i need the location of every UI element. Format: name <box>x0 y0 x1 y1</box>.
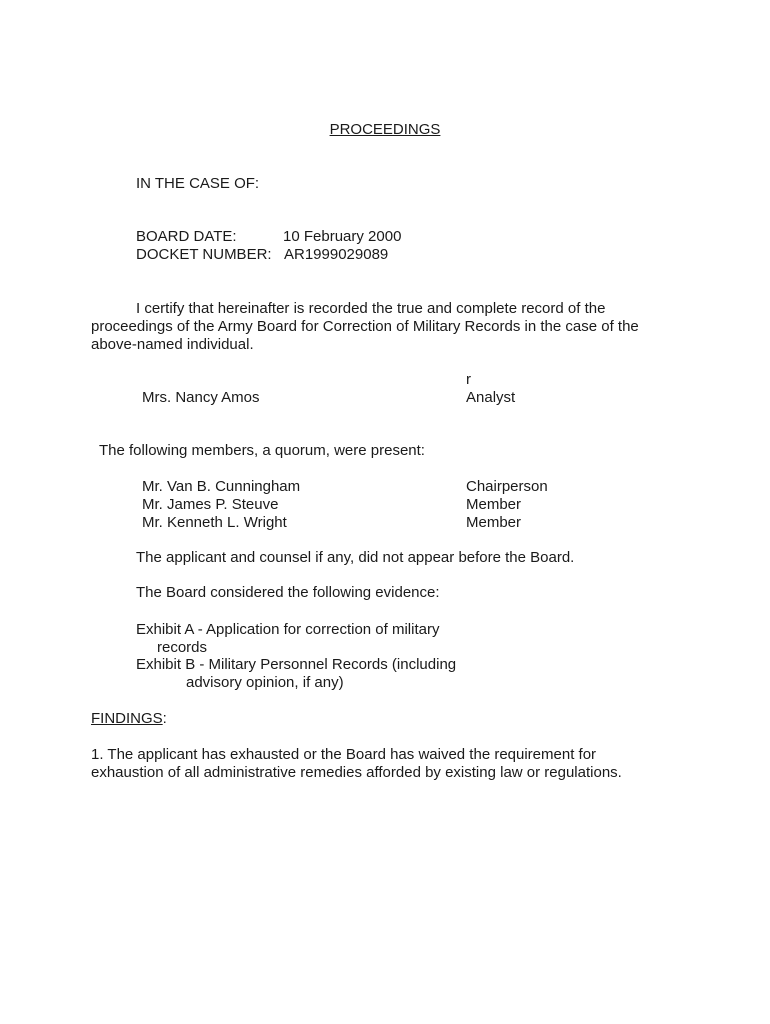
certify-line-3: above-named individual. <box>91 336 254 353</box>
member-role: Member <box>466 496 522 513</box>
member-name: Mr. Kenneth L. Wright <box>142 514 287 531</box>
findings-heading <box>91 710 167 728</box>
evidence-intro: The Board considered the following evidence: <box>136 584 440 601</box>
member-name: Mr. Van B. Cunningham <box>142 478 301 495</box>
certify-line-1: I certify that hereinafter is recorded the true and complete record of the <box>136 300 606 317</box>
docket-number-label: DOCKET NUMBER: <box>136 246 272 263</box>
exhibit-b-line-1: Exhibit B - Military Personnel Records (including <box>136 656 457 673</box>
analyst-title-fragment: r <box>466 371 471 388</box>
exhibit-a-line-2: records <box>157 639 208 656</box>
exhibit-a-line-1: Exhibit A - Application for correction of military <box>136 621 440 638</box>
board-date-label: BOARD DATE: <box>136 228 237 245</box>
page-title: PROCEEDINGS <box>329 121 441 138</box>
board-date-value: 10 February 2000 <box>283 228 402 245</box>
findings-colon: : <box>162 710 167 727</box>
docket-number-value: AR1999029089 <box>284 246 389 263</box>
finding-1-line-1: 1. The applicant has exhausted or the Board has waived the requirement for <box>91 746 597 763</box>
finding-1-line-2: exhaustion of all administrative remedies afforded by existing law or regulations. <box>91 764 622 781</box>
case-label: IN THE CASE OF: <box>136 175 260 192</box>
quorum-text: The following members, a quorum, were present: <box>99 442 425 459</box>
exhibit-b-line-2: advisory opinion, if any) <box>186 674 344 691</box>
member-name: Mr. James P. Steuve <box>142 496 279 513</box>
analyst-name: Mrs. Nancy Amos <box>142 389 260 406</box>
member-role: Chairperson <box>466 478 548 495</box>
member-role: Member <box>466 514 522 531</box>
analyst-role: Analyst <box>466 389 516 406</box>
findings-heading-text: FINDINGS <box>91 710 163 727</box>
appearance-text: The applicant and counsel if any, did not appear before the Board. <box>136 549 575 566</box>
certify-line-2: proceedings of the Army Board for Correction of Military Records in the case of the <box>91 318 639 335</box>
